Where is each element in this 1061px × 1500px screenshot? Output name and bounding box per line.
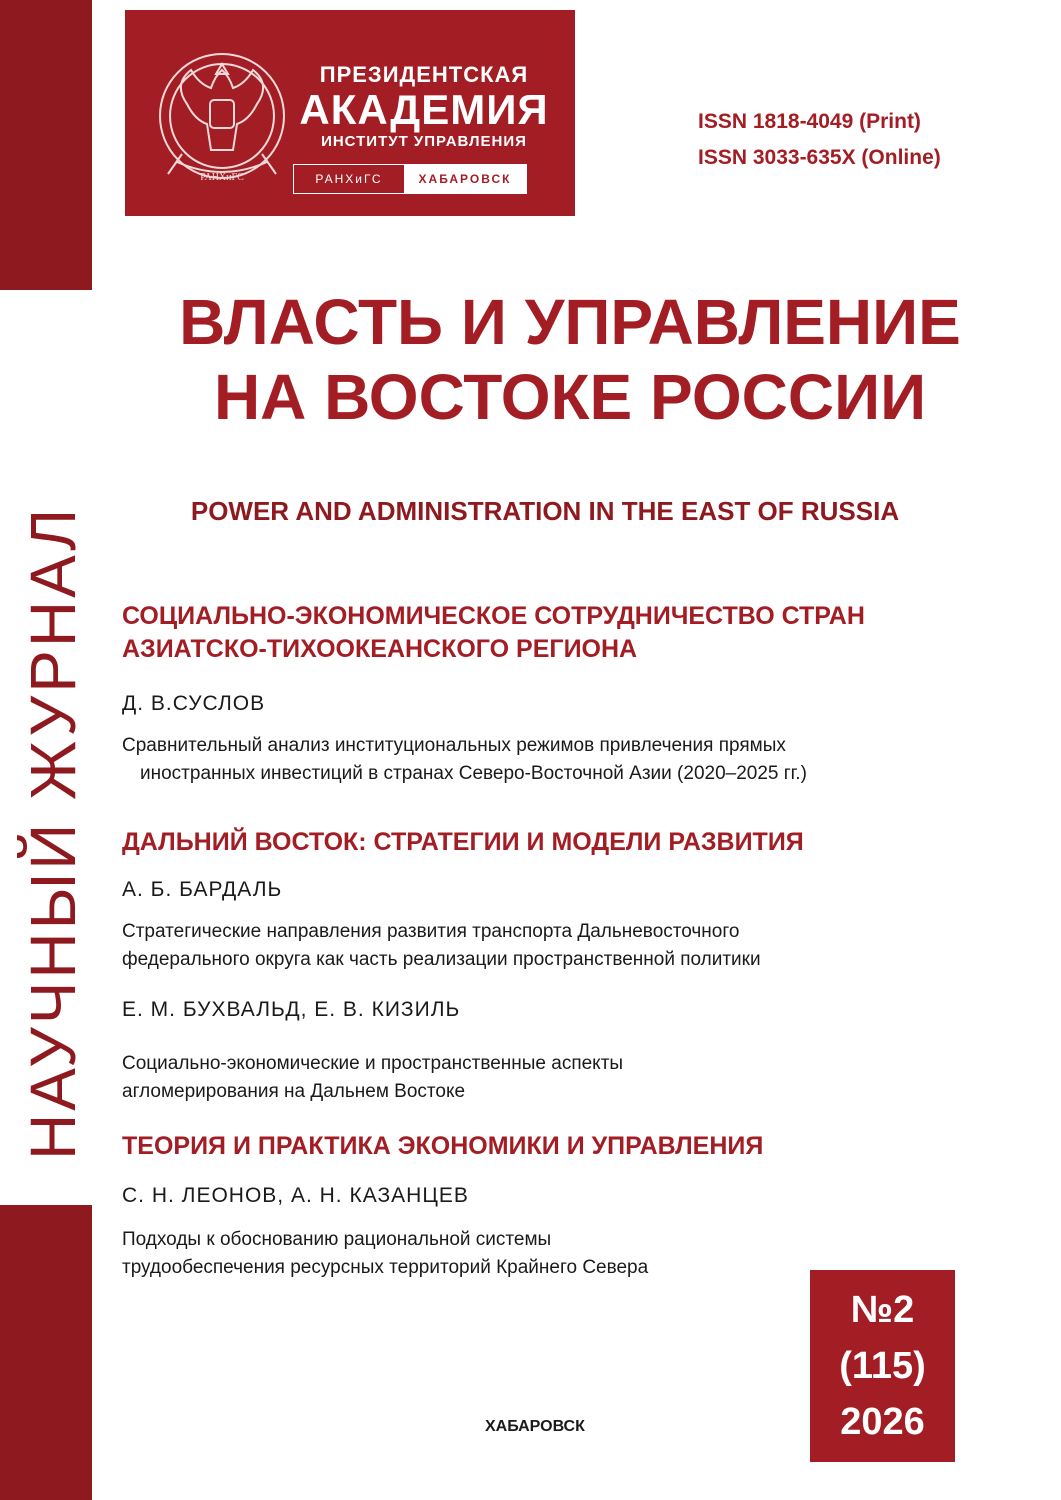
article-title-line: Подходы к обоснованию рациональной системы bbox=[122, 1229, 552, 1250]
article-authors: Е. М. БУХВАЛЬД, Е. В. КИЗИЛЬ bbox=[122, 998, 461, 1021]
article-authors: А. Б. БАРДАЛЬ bbox=[122, 878, 283, 901]
logo-tag-right: ХАБАРОВСК bbox=[404, 165, 526, 193]
issue-year: 2026 bbox=[840, 1401, 925, 1443]
spine-bar-bottom bbox=[0, 1205, 92, 1500]
journal-title-line2: НА ВОСТОКЕ РОССИИ bbox=[213, 361, 927, 433]
section-heading-line: СОЦИАЛЬНО-ЭКОНОМИЧЕСКОЕ СОТРУДНИЧЕСТВО СТРАН bbox=[122, 602, 865, 630]
academy-logo bbox=[125, 10, 575, 216]
article-title bbox=[122, 1226, 922, 1282]
article-title-line: агломерирования на Дальнем Востоке bbox=[122, 1081, 466, 1102]
article-title bbox=[122, 732, 922, 788]
publication-city: ХАБАРОВСК bbox=[485, 1418, 585, 1435]
section-heading: ТЕОРИЯ И ПРАКТИКА ЭКОНОМИКИ И УПРАВЛЕНИЯ bbox=[122, 1132, 764, 1160]
journal-title-line1: ВЛАСТЬ И УПРАВЛЕНИЕ bbox=[179, 286, 961, 358]
spine-bar-top bbox=[0, 0, 92, 290]
article-title bbox=[122, 1050, 922, 1106]
double-headed-eagle-emblem-icon bbox=[147, 34, 297, 194]
logo-text bbox=[293, 62, 555, 152]
article-title-line: Стратегические направления развития транспорта Дальневосточного bbox=[122, 921, 740, 942]
logo-line1: ПРЕЗИДЕНТСКАЯ bbox=[319, 62, 529, 87]
journal-title bbox=[130, 285, 1010, 435]
logo-tag bbox=[293, 164, 527, 194]
article-authors: С. Н. ЛЕОНОВ, А. Н. КАЗАНЦЕВ bbox=[122, 1184, 469, 1207]
logo-tag-left: РАНХиГС bbox=[315, 172, 383, 186]
article-title-line: федерального округа как часть реализации пространственной политики bbox=[122, 949, 761, 970]
spine-title: НАУЧНЫЙ ЖУРНАЛ bbox=[17, 505, 89, 1160]
emblem-ribbon: РАНХиГС bbox=[200, 172, 244, 183]
journal-title-english: POWER AND ADMINISTRATION IN THE EAST OF RUSSIA bbox=[190, 496, 900, 526]
article-title-line: Социально-экономические и пространственные аспекты bbox=[122, 1053, 624, 1074]
logo-line3: ИНСТИТУТ УПРАВЛЕНИЯ bbox=[321, 133, 527, 150]
issue-badge bbox=[810, 1270, 955, 1462]
logo-line2: АКАДЕМИЯ bbox=[299, 86, 549, 133]
article-title-line: трудообеспечения ресурсных территорий Крайнего Севера bbox=[122, 1257, 649, 1278]
issn-print: ISSN 1818-4049 (Print) bbox=[698, 110, 921, 133]
article-title-line: иностранных инвестиций в странах Северо-Восточной Азии (2020–2025 гг.) bbox=[140, 763, 807, 784]
issn-block bbox=[698, 104, 941, 176]
issn-online: ISSN 3033-635X (Online) bbox=[698, 146, 941, 169]
article-title bbox=[122, 918, 922, 974]
section-heading-line: АЗИАТСКО-ТИХООКЕАНСКОГО РЕГИОНА bbox=[122, 635, 638, 663]
issue-number: №2 bbox=[850, 1289, 915, 1331]
article-title-line: Сравнительный анализ институциональных режимов привлечения прямых bbox=[122, 735, 786, 756]
article-authors: Д. В.СУСЛОВ bbox=[122, 692, 266, 715]
section-heading bbox=[122, 600, 992, 666]
issue-total: (115) bbox=[839, 1345, 926, 1387]
section-heading: ДАЛЬНИЙ ВОСТОК: СТРАТЕГИИ И МОДЕЛИ РАЗВИТИЯ bbox=[122, 828, 804, 856]
